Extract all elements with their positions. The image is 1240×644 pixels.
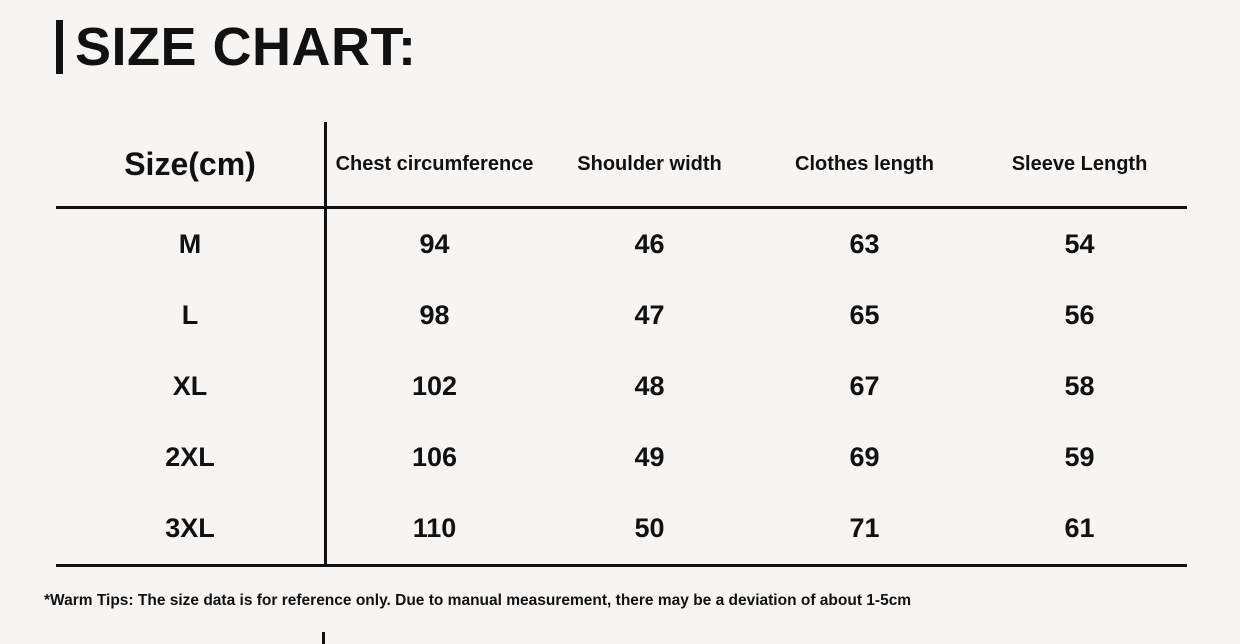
table-body xyxy=(56,208,1187,566)
size-table-container xyxy=(56,122,1184,567)
cell-length: 65 xyxy=(849,300,880,330)
title-text: SIZE CHART: xyxy=(75,17,417,77)
cell-chest: 102 xyxy=(411,371,458,401)
cell-shoulder: 50 xyxy=(542,493,757,566)
cell-chest: 94 xyxy=(419,229,450,259)
warm-tips-note: *Warm Tips: The size data is for reference only. Due to manual measurement, there may be a deviation of about 1-5cm xyxy=(44,592,912,609)
column-header-chest: Chest circumference xyxy=(335,152,534,175)
table-row xyxy=(56,208,1187,281)
page-edge-tick xyxy=(322,632,325,644)
cell-length: 63 xyxy=(849,229,880,259)
cell-sleeve: 56 xyxy=(1064,300,1095,330)
table-row xyxy=(56,493,1187,566)
cell-shoulder: 48 xyxy=(634,371,665,401)
size-table xyxy=(56,122,1187,567)
page-title xyxy=(56,17,417,77)
cell-length: 71 xyxy=(757,493,972,566)
column-header-length: Clothes length xyxy=(795,152,934,175)
cell-chest: 98 xyxy=(419,300,450,330)
cell-sleeve: 59 xyxy=(1064,442,1095,472)
table-header xyxy=(56,122,1187,208)
cell-length: 69 xyxy=(849,442,880,472)
column-header-shoulder: Shoulder width xyxy=(577,152,722,175)
cell-size: 2XL xyxy=(56,422,326,493)
cell-size: L xyxy=(56,280,326,351)
table-header-row xyxy=(56,122,1187,208)
table-row xyxy=(56,351,1187,422)
cell-sleeve: 61 xyxy=(972,493,1187,566)
table-row xyxy=(56,280,1187,351)
cell-shoulder: 49 xyxy=(634,442,665,472)
cell-size: XL xyxy=(56,351,326,422)
cell-chest: 110 xyxy=(326,493,543,566)
cell-shoulder: 46 xyxy=(634,229,665,259)
column-header-size: Size(cm) xyxy=(56,122,326,208)
column-header-sleeve: Sleeve Length xyxy=(1011,152,1148,175)
cell-size: 3XL xyxy=(56,493,326,566)
cell-sleeve: 54 xyxy=(1064,229,1095,259)
table-row xyxy=(56,422,1187,493)
title-accent-bar xyxy=(56,20,63,74)
cell-size: M xyxy=(56,208,326,281)
cell-shoulder: 47 xyxy=(634,300,665,330)
cell-sleeve: 58 xyxy=(1064,371,1095,401)
cell-length: 67 xyxy=(849,371,880,401)
cell-chest: 106 xyxy=(411,442,458,472)
